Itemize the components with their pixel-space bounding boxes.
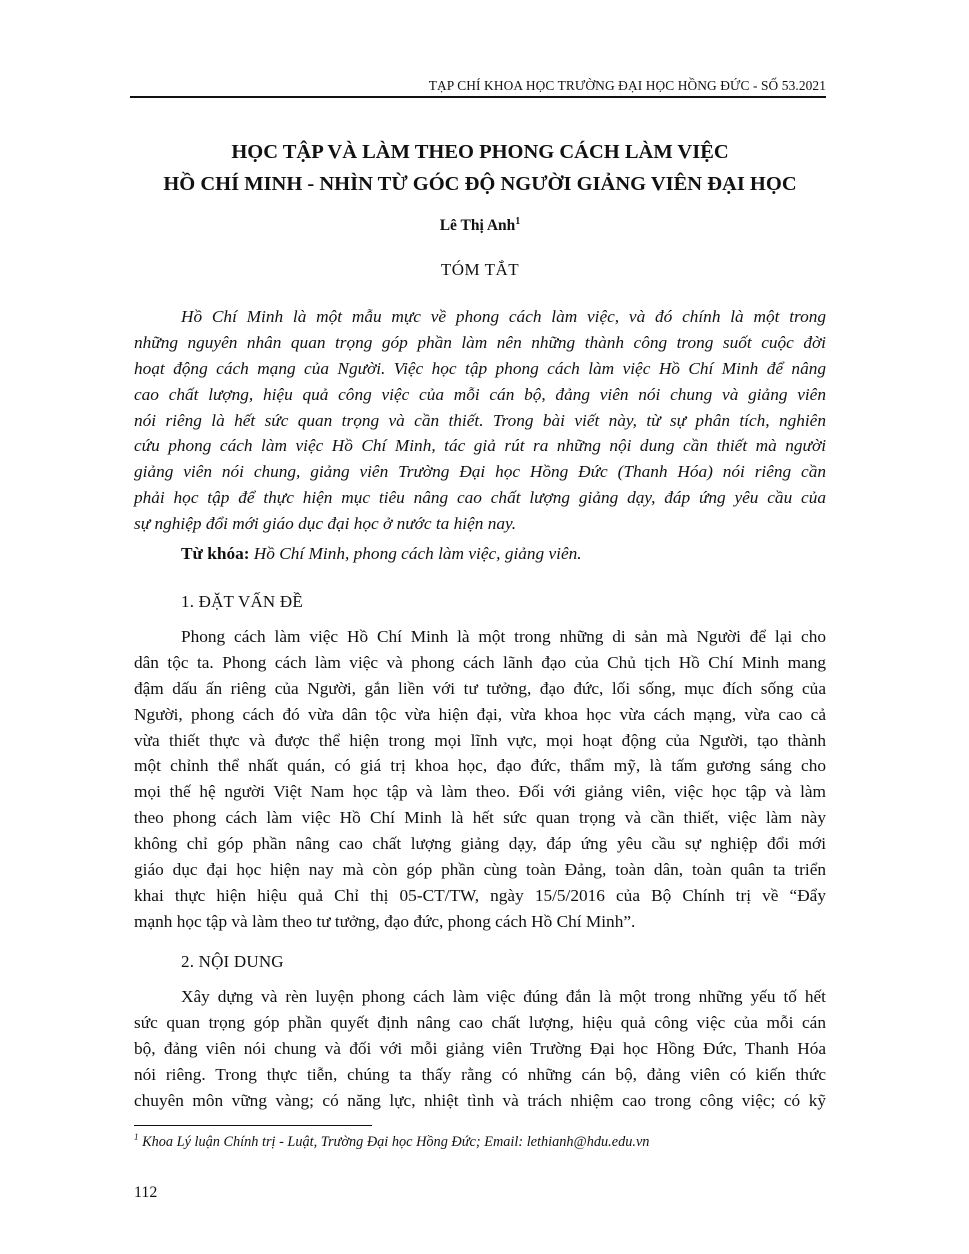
article-page xyxy=(134,0,826,1254)
author-footnote-mark: 1 xyxy=(515,216,521,227)
body-line: mạnh học tập và làm theo tư tưởng, đạo đức, phong cách Hồ Chí Minh”. xyxy=(134,911,636,931)
author xyxy=(134,216,826,235)
keywords xyxy=(181,544,826,564)
footnote-mark: 1 xyxy=(134,1132,139,1142)
abstract-line: nói riêng là hết sức quan trọng và cần thiết. Trong bài viết này, từ sự phân tích, nghiên xyxy=(134,410,826,430)
abstract-line: giảng viên nói chung, giảng viên Trường Đại học Hồng Đức (Thanh Hóa) nói riêng cần xyxy=(134,462,826,482)
section-2-body xyxy=(134,984,826,1113)
body-line: mọi thế hệ người Việt Nam học tập và làm theo. Đối với giảng viên, việc học tập và làm xyxy=(134,782,826,802)
author-name: Lê Thị Anh xyxy=(439,217,516,235)
abstract-line: cứu phong cách làm việc Hồ Chí Minh, tác giả rút ra những nội dung cần thiết mà người xyxy=(134,436,826,456)
body-line: một chỉnh thể nhất quán, có giá trị khoa học, đạo đức, thẩm mỹ, là tấm gương sáng cho xyxy=(134,756,826,776)
section-heading-2: 2. NỘI DUNG xyxy=(181,952,284,971)
body-line: không chỉ góp phần nâng cao chất lượng giảng dạy, đáp ứng yêu cầu sự nghiệp đổi mới xyxy=(134,834,826,854)
keywords-label: Từ khóa: xyxy=(181,544,250,563)
page-number: 112 xyxy=(134,1184,158,1201)
body-line: khai thực hiện hiệu quả Chỉ thị 05-CT/TW, ngày 15/5/2016 của Bộ Chính trị về “Đẩy xyxy=(134,885,826,905)
body-line: theo phong cách làm việc Hồ Chí Minh là hết sức quan trọng và cần thiết, việc làm này xyxy=(134,808,826,828)
footnote-rule xyxy=(134,1125,372,1126)
body-line: chuyên môn vững vàng; có năng lực, nhiệt tình và trách nhiệm cao trong công việc; có kỹ xyxy=(134,1090,826,1110)
body-line: Người, phong cách đó vừa dân tộc vừa hiện đại, vừa khoa học vừa cách mạng, vừa cao cả xyxy=(134,704,826,724)
body-line: sức quan trọng góp phần quyết định nâng cao chất lượng, hiệu quả công việc của mỗi cán xyxy=(134,1012,826,1032)
body-line: bộ, đảng viên nói chung và đối với mỗi giảng viên Trường Đại học Hồng Đức, Thanh Hóa xyxy=(134,1038,826,1058)
section-heading-1: 1. ĐẶT VẤN ĐỀ xyxy=(181,592,303,611)
body-line: vừa thiết thực và được thể hiện trong mọi lĩnh vực, mọi hoạt động của Người, tạo thành xyxy=(134,730,826,750)
abstract-heading: TÓM TẮT xyxy=(440,260,520,279)
section-1-body xyxy=(134,624,826,935)
abstract-line: cao chất lượng, hiệu quả công việc của mỗi cán bộ, đảng viên nói chung và giảng viên xyxy=(134,384,826,404)
body-line: Xây dựng và rèn luyện phong cách làm việc đúng đắn là một trong những yếu tố hết xyxy=(181,987,826,1006)
title-line: HỌC TẬP VÀ LÀM THEO PHONG CÁCH LÀM VIỆC xyxy=(231,141,729,163)
article-title xyxy=(134,136,826,200)
keywords-text: Hồ Chí Minh, phong cách làm việc, giảng viên. xyxy=(249,544,582,563)
abstract-line: sự nghiệp đổi mới giáo dục đại học ở nước ta hiện nay. xyxy=(134,514,517,534)
abstract-line: hoạt động cách mạng của Người. Việc học tập phong cách làm việc Hồ Chí Minh để nâng xyxy=(134,358,826,378)
running-head: TẠP CHÍ KHOA HỌC TRƯỜNG ĐẠI HỌC HỒNG ĐỨC - SỐ 53.2021 xyxy=(428,78,826,93)
header-rule xyxy=(130,96,826,98)
body-line: đậm dấu ấn riêng của Người, gắn liền với tư tưởng, đạo đức, lối sống, mục đích sống của xyxy=(134,678,826,698)
abstract-line: Hồ Chí Minh là một mẫu mực về phong cách làm việc, và đó chính là một trong xyxy=(181,307,826,326)
body-line: Phong cách làm việc Hồ Chí Minh là một trong những di sản mà Người để lại cho xyxy=(181,627,826,646)
abstract-text xyxy=(134,304,826,537)
abstract-line: phải học tập để thực hiện mục tiêu nâng cao chất lượng giảng dạy, đáp ứng yêu cầu của xyxy=(134,488,826,508)
footnote xyxy=(134,1132,826,1151)
body-line: giáo dục đại học hiện nay mà còn góp phần cùng toàn Đảng, toàn dân, toàn quân ta triển xyxy=(134,860,826,880)
body-line: nói riêng. Trong thực tiễn, chúng ta thấy rằng có những cán bộ, đảng viên có kiến thức xyxy=(134,1064,826,1084)
title-line: HỒ CHÍ MINH - NHÌN TỪ GÓC ĐỘ NGƯỜI GIẢNG VIÊN ĐẠI HỌC xyxy=(163,173,797,195)
abstract-line: những nguyên nhân quan trọng góp phần làm nên những thành công trong suốt cuộc đời xyxy=(134,332,826,352)
footnote-text: Khoa Lý luận Chính trị - Luật, Trường Đại học Hồng Đức; Email: lethianh@hdu.edu.vn xyxy=(138,1133,650,1150)
body-line: dân tộc ta. Phong cách làm việc và phong cách lãnh đạo của Chủ tịch Hồ Chí Minh mang xyxy=(134,652,826,672)
